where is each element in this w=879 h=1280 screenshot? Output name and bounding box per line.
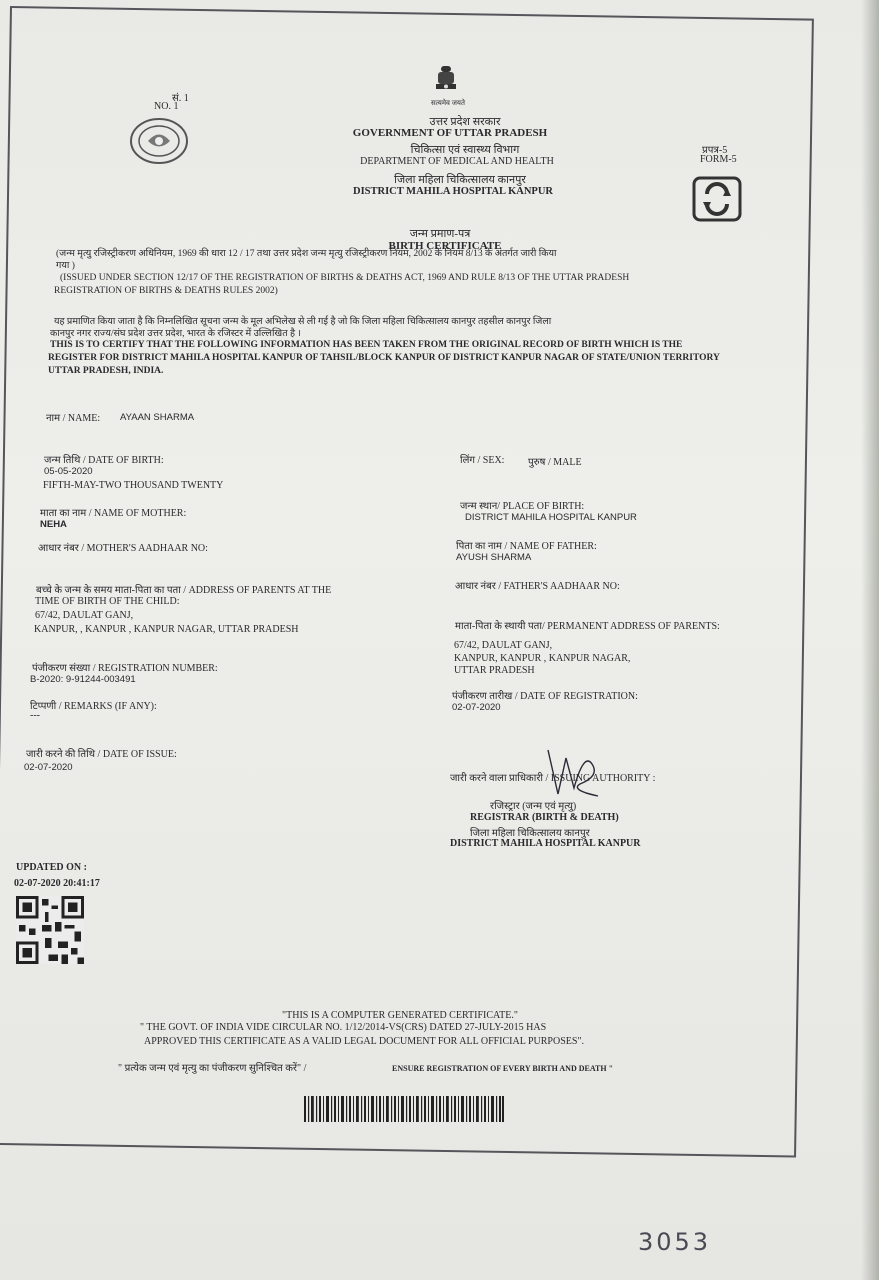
certify-english-1: THIS IS TO CERTIFY THAT THE FOLLOWING INFORMATION HAS BEEN TAKEN FROM THE ORIGINAL RECORD OF BIRTH WHICH IS THE — [50, 340, 683, 350]
footer-computer-generated: "THIS IS A COMPUTER GENERATED CERTIFICATE." — [282, 1010, 518, 1021]
certify-hindi-1: यह प्रमाणित किया जाता है कि निम्नलिखित सूचना जन्म के मूल अभिलेख से ली गई है जो कि जिला महिला चिकित्सालय कानपुर तहसील कानपुर जिला — [54, 317, 552, 327]
dept-name-english: DEPARTMENT OF MEDICAL AND HEALTH — [360, 156, 554, 167]
issue-date-label: जारी करने की तिथि / DATE OF ISSUE: — [26, 749, 177, 760]
form-number-hindi: प्रपत्र-5 — [702, 145, 728, 156]
permanent-address-label: माता-पिता के स्थायी पता/ PERMANENT ADDRESS OF PARENTS: — [455, 621, 720, 632]
serial-hindi: सं. 1 — [172, 93, 189, 104]
registration-date-value: 02-07-2020 — [452, 702, 501, 713]
barcode-icon — [304, 1096, 504, 1122]
authority-hospital-english: DISTRICT MAHILA HOSPITAL KANPUR — [450, 838, 641, 849]
place-of-birth-label: जन्म स्थान/ PLACE OF BIRTH: — [460, 501, 585, 512]
registrar-title-hindi: रजिस्ट्रार (जन्म एवं मृत्यु) — [490, 801, 577, 812]
certify-english-3: UTTAR PRADESH, INDIA. — [48, 366, 164, 376]
dob-in-words: FIFTH-MAY-TWO THOUSAND TWENTY — [43, 480, 224, 491]
place-of-birth-value: DISTRICT MAHILA HOSPITAL KANPUR — [465, 512, 637, 523]
remarks-value: --- — [30, 710, 40, 721]
permanent-address-line-3: UTTAR PRADESH — [454, 665, 535, 676]
form-number-english: FORM-5 — [700, 154, 737, 165]
mother-name-label: माता का नाम / NAME OF MOTHER: — [40, 508, 187, 519]
hospital-name-hindi: जिला महिला चिकित्सालय कानपुर — [394, 174, 526, 186]
registration-date-label: पंजीकरण तारीख / DATE OF REGISTRATION: — [452, 691, 638, 702]
footer-circular-1: " THE GOVT. OF INDIA VIDE CIRCULAR NO. 1/12/2014-VS(CRS) DATED 27-JULY-2015 HAS — [140, 1022, 547, 1033]
title-hindi: जन्म प्रमाण-पत्र — [409, 228, 471, 240]
photo-edge-shadow — [861, 0, 879, 1280]
dept-name-hindi: चिकित्सा एवं स्वास्थ्य विभाग — [410, 144, 520, 156]
sex-label: लिंग / SEX: — [460, 455, 505, 466]
father-name-value: AYUSH SHARMA — [456, 552, 532, 563]
issue-date-value: 02-07-2020 — [24, 762, 73, 773]
permanent-address-line-1: 67/42, DAULAT GANJ, — [454, 640, 553, 651]
remarks-label: टिप्पणी / REMARKS (IF ANY): — [30, 701, 157, 712]
certify-english-2: REGISTER FOR DISTRICT MAHILA HOSPITAL KANPUR OF TAHSIL/BLOCK KANPUR OF DISTRICT KANPUR NAGAR OF STATE/UNION TERRITORY — [48, 353, 720, 363]
updated-on-value: 02-07-2020 20:41:17 — [14, 878, 100, 889]
registrar-title-english: REGISTRAR (BIRTH & DEATH) — [470, 812, 619, 823]
emblem-caption: सत्यमेव जयते — [431, 99, 465, 107]
hospital-name-english: DISTRICT MAHILA HOSPITAL KANPUR — [352, 186, 554, 197]
authority-hospital-hindi: जिला महिला चिकित्सालय कानपुर — [470, 828, 590, 839]
mother-name-value: NEHA — [40, 519, 67, 530]
footer-ensure-hindi: " प्रत्येक जन्म एवं मृत्यु का पंजीकरण सुनिश्चित करें" / — [118, 1063, 307, 1074]
address-at-birth-label-2: TIME OF BIRTH OF THE CHILD: — [35, 596, 180, 607]
updated-on-label: UPDATED ON : — [16, 862, 87, 873]
preamble-hindi-1: (जन्म मृत्यु रजिस्ट्रीकरण अधिनियम, 1969 की धारा 12 / 17 तथा उत्तर प्रदेश जन्म मृत्यु रजिस्ट्रीकरण नियम, 2002 के नियम 8/13 के अंतर्गत जारी किया — [56, 249, 557, 259]
address-at-birth-line-1: 67/42, DAULAT GANJ, — [35, 610, 134, 621]
serial-english: NO. 1 — [154, 101, 179, 112]
registration-number-label: पंजीकरण संख्या / REGISTRATION NUMBER: — [32, 663, 218, 674]
name-label: नाम / NAME: — [46, 413, 101, 424]
national-emblem-icon — [432, 64, 460, 98]
footer-circular-2: APPROVED THIS CERTIFICATE AS A VALID LEGAL DOCUMENT FOR ALL OFFICIAL PURPOSES". — [144, 1036, 585, 1047]
footer-ensure-english: ENSURE REGISTRATION OF EVERY BIRTH AND DEATH " — [392, 1064, 614, 1073]
dob-value: 05-05-2020 — [44, 466, 93, 477]
father-aadhaar-label: आधार नंबर / FATHER'S AADHAAR NO: — [455, 581, 620, 592]
registrar-signature — [540, 744, 610, 806]
address-at-birth-label-1: बच्चे के जन्म के समय माता-पिता का पता / ADDRESS OF PARENTS AT THE — [36, 585, 332, 596]
govt-name-hindi: उत्तर प्रदेश सरकार — [429, 116, 501, 128]
certify-hindi-2: कानपुर नगर राज्य/संघ प्रदेश उत्तर प्रदेश, भारत के रजिस्टर में उल्लिखित है । — [50, 329, 301, 339]
preamble-hindi-2: गया ) — [56, 261, 75, 271]
title-english: BIRTH CERTIFICATE — [388, 240, 502, 252]
handwritten-number: 3053 — [638, 1228, 712, 1256]
registration-number-value: B-2020: 9-91244-003491 — [30, 674, 136, 685]
father-name-label: पिता का नाम / NAME OF FATHER: — [456, 541, 597, 552]
up-govt-seal-icon — [128, 116, 190, 166]
dob-label: जन्म तिथि / DATE OF BIRTH: — [44, 455, 164, 466]
issuing-authority-label: जारी करने वाला प्राधिकारी / ISSUING AUTHORITY : — [450, 773, 656, 784]
preamble-english-1: (ISSUED UNDER SECTION 12/17 OF THE REGISTRATION OF BIRTHS & DEATHS ACT, 1969 AND RULE 8/13 OF THE UTTAR PRADESH — [60, 273, 630, 283]
mother-aadhaar-label: आधार नंबर / MOTHER'S AADHAAR NO: — [38, 543, 208, 554]
address-at-birth-line-2: KANPUR, , KANPUR , KANPUR NAGAR, UTTAR PRADESH — [34, 624, 299, 635]
qr-code-icon — [15, 896, 85, 964]
govt-name-english: GOVERNMENT OF UTTAR PRADESH — [352, 127, 548, 139]
sex-value: पुरुष / MALE — [528, 457, 582, 468]
name-value: AYAAN SHARMA — [120, 412, 195, 423]
preamble-english-2: REGISTRATION OF BIRTHS & DEATHS RULES 2002) — [54, 286, 278, 296]
crs-logo-icon — [692, 176, 742, 222]
permanent-address-line-2: KANPUR, KANPUR , KANPUR NAGAR, — [454, 653, 631, 664]
